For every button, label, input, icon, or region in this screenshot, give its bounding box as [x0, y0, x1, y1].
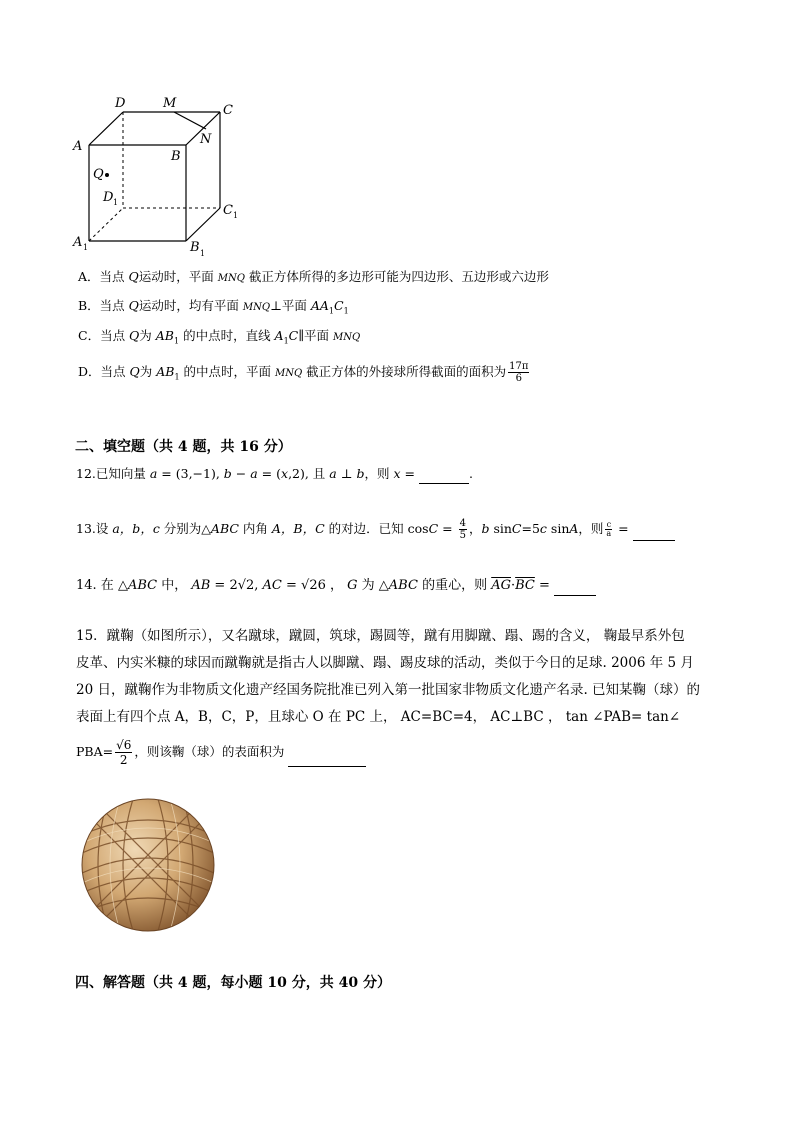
- cuju-ball-photo: [78, 795, 218, 935]
- question-13: 13.设 a，b，c 分别为△ABC 内角 A，B，C 的对边．已知 cosC = $\frac{4}{5}$ ，b sinC=5c sinA，则 $\frac{c}{a}$ =: [76, 518, 675, 541]
- option-a: A．当点 Q运动时，平面 MNQ 截正方体所得的多边形可能为四边形、五边形或六边形: [78, 269, 549, 284]
- label-c: C: [223, 103, 233, 118]
- label-a: A: [73, 139, 83, 154]
- section-2-heading: 二、填空题（共 4 题，共 16 分）: [75, 439, 292, 455]
- label-q: Q: [93, 167, 104, 182]
- label-a1: A: [73, 235, 83, 250]
- option-b: B．当点 Q运动时，均有平面 MNQ⊥平面 $AA_1C_1$: [78, 298, 349, 316]
- answer-blank-13[interactable]: [633, 526, 675, 541]
- label-c1-sub: 1: [233, 211, 239, 220]
- question-15-line-4: 表面上有四个点 A，B，C，P，且球心 O 在 PC 上， AC=BC=4， AC⊥BC ， tan ∠PAB= tan∠: [76, 709, 681, 725]
- option-c: C．当点 Q为 $AB_1$ 的中点时，直线 $A_1C\parallel$平面 MNQ: [78, 328, 361, 346]
- point-q: [105, 173, 109, 177]
- label-d1-sub: 1: [113, 198, 119, 207]
- label-b1-sub: 1: [200, 249, 206, 258]
- question-15-line-2: 皮革、内实米糠的球因而蹴鞠就是指古人以脚蹴、蹋、踢皮球的活动，类似于今日的足球. 2006 年 5 月: [76, 655, 694, 671]
- label-n: N: [200, 132, 212, 147]
- section-4-heading: 四、解答题（共 4 题，每小题 10 分，共 40 分）: [75, 975, 391, 991]
- question-15-line-5: PBA= $\frac{√6}{2}$ ，则该鞠（球）的表面积为: [76, 738, 366, 767]
- answer-blank-12[interactable]: [419, 469, 469, 484]
- label-d1: D: [103, 190, 114, 205]
- answer-blank-15[interactable]: [288, 752, 366, 767]
- cube-diagram: [66, 92, 256, 262]
- answer-blank-14[interactable]: [554, 581, 596, 596]
- question-12: 12.已知向量 a = (3,−1), b − a = (x,2), 且 a ⊥ b，则 x = .: [76, 464, 473, 484]
- label-m: M: [163, 96, 177, 111]
- label-d: D: [115, 96, 126, 111]
- label-b1: B: [190, 240, 200, 255]
- label-a1-sub: 1: [83, 243, 89, 252]
- question-15-line-1: 15．蹴鞠（如图所示），又名蹴球，蹴圆，筑球，踢圆等，蹴有用脚蹴、蹋、踢的含义， 鞠最早系外包: [76, 628, 685, 644]
- question-15-line-3: 20 日，蹴鞠作为非物质文化遗产经国务院批准已列入第一批国家非物质文化遗产名录. 已知某鞠（球）的: [76, 682, 701, 698]
- label-b: B: [171, 149, 181, 164]
- question-14: 14. 在 △ABC 中， AB = 2√2, AC = √26 ， G 为 △ABC 的重心，则 $\overline{AG}\cdot\overline{BC}$ =: [76, 576, 596, 596]
- label-c1: C: [223, 203, 233, 218]
- option-d: D．当点 Q为 $AB_1$ 的中点时，平面 MNQ 截正方体的外接球所得截面的面积为 $\frac{17\pi}{6}$: [78, 361, 529, 384]
